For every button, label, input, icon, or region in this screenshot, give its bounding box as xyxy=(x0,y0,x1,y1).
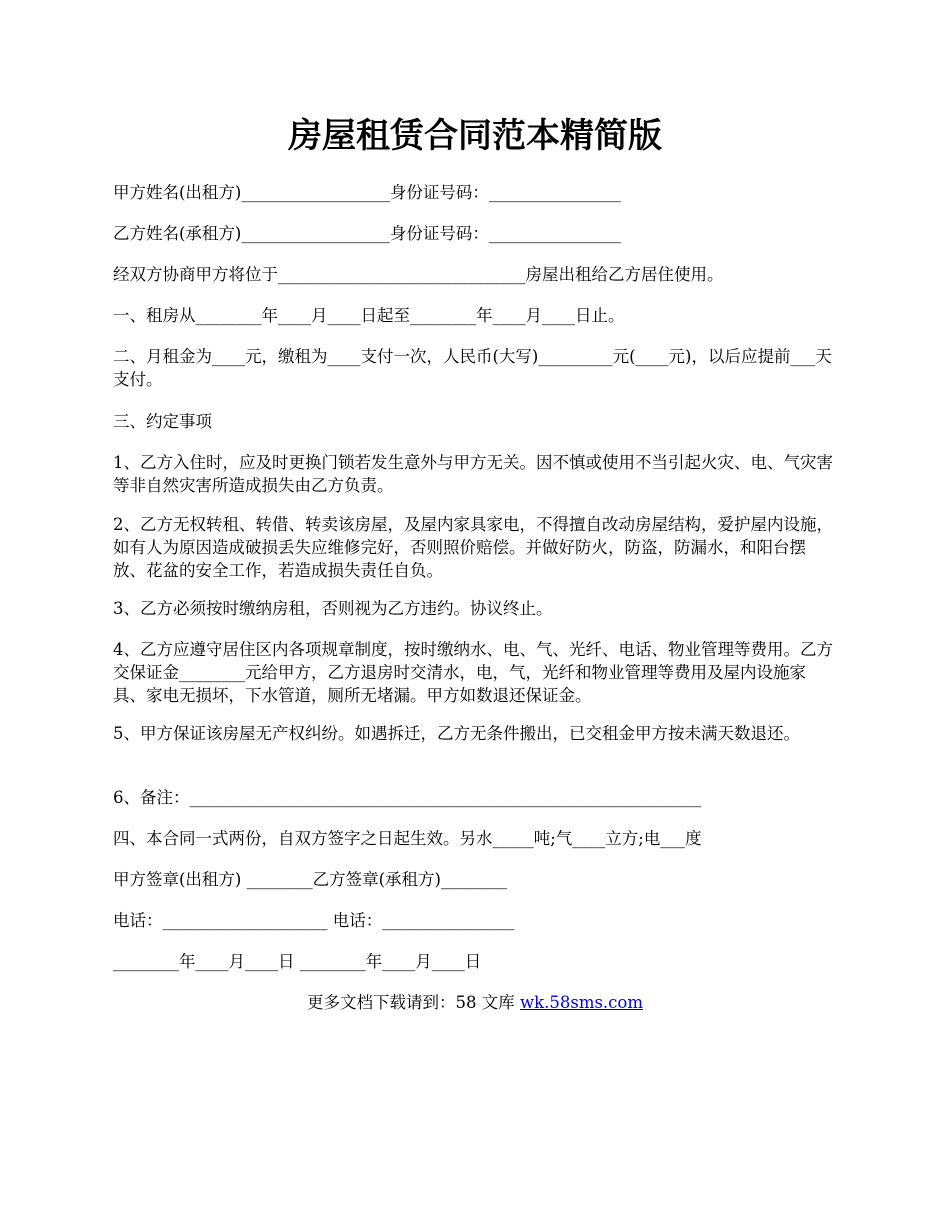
item-5: 5、甲方保证该房屋无产权纠纷。如遇拆迁，乙方无条件搬出，已交租金甲方按未满天数退还。 xyxy=(113,724,800,743)
item-3: 3、乙方必须按时缴纳房租，否则视为乙方违约。协议终止。 xyxy=(113,599,553,618)
property-location-line: 经双方协商甲方将位于______________________________房屋出租给乙方居住使用。 xyxy=(113,265,724,284)
signature-line: 甲方签章(出租方) ________乙方签章(承租方)________ xyxy=(113,870,507,889)
clause-1-term: 一、租房从________年____月____日起至________年____月____日止。 xyxy=(113,306,625,325)
clause-2-rent: 二、月租金为____元，缴租为____支付一次，人民币(大写)_________元(____元)，以后应提前___天支付。 xyxy=(113,347,832,389)
clause-3-heading: 三、约定事项 xyxy=(113,412,212,431)
clause-4-validity: 四、本合同一式两份，自双方签字之日起生效。另水_____吨;气____立方;电___度 xyxy=(113,829,702,848)
date-line: ________年____月____日 ________年____月____日 xyxy=(113,952,482,971)
party-b-line: 乙方姓名(承租方)__________________身份证号码：________________ xyxy=(113,224,621,243)
phone-line: 电话：____________________ 电话：________________ xyxy=(113,911,515,930)
item-6-remarks: 6、备注：______________________________________________________________ xyxy=(113,788,701,807)
footer xyxy=(113,991,837,1014)
item-4: 4、乙方应遵守居住区内各项规章制度，按时缴纳水、电、气、光纤、电话、物业管理等费用。乙方交保证金________元给甲方，乙方退房时交清水，电，气，光纤和物业管理等费用及屋内设施家具、家电无损坏，下水管道，厕所无堵漏。甲方如数退还保证金。 xyxy=(113,640,833,705)
party-a-line: 甲方姓名(出租方)__________________身份证号码：________________ xyxy=(113,183,621,202)
document-title: 房屋租赁合同范本精简版 xyxy=(288,116,662,156)
footer-text: 更多文档下载请到：58 文库 xyxy=(306,993,520,1012)
footer-link[interactable]: wk.58sms.com xyxy=(519,993,643,1012)
item-2: 2、乙方无权转租、转借、转卖该房屋，及屋内家具家电，不得擅自改动房屋结构，爱护屋内设施，如有人为原因造成破损丢失应维修完好，否则照价赔偿。并做好防火，防盗，防漏水，和阳台摆放、花盆的安全工作，若造成损失责任自负。 xyxy=(113,515,833,580)
item-1: 1、乙方入住时，应及时更换门锁若发生意外与甲方无关。因不慎或使用不当引起火灾、电、气灾害等非自然灾害所造成损失由乙方负责。 xyxy=(113,453,833,495)
